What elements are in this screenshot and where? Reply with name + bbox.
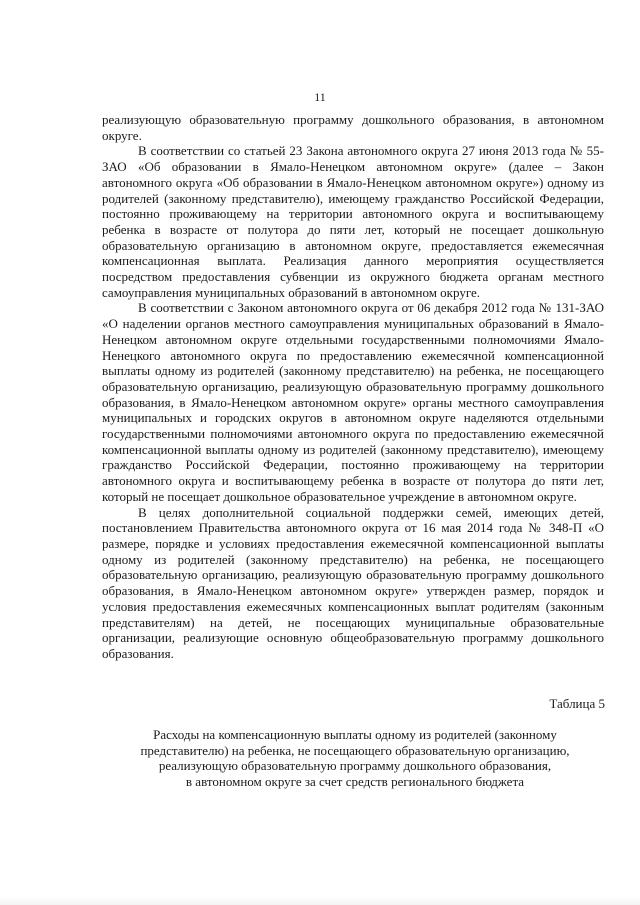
page-number: 11 <box>314 90 326 104</box>
document-body <box>102 112 604 662</box>
table-caption-line: представителю) на ребенка, не посещающего образовательную организацию, <box>140 742 570 758</box>
table-caption-line: в автономном округе за счет средств регионального бюджета <box>185 774 525 790</box>
table-caption-line: реализующую образовательную программу дошкольного образования, <box>158 758 552 774</box>
scan-bottom-edge <box>0 897 640 905</box>
paragraph-law-55-zao: В соответствии со статьей 23 Закона автономного округа 27 июня 2013 года № 55-ЗАО «Об образовании в Ямало-Ненецком автономном округе» (далее – Закон автономного округа «Об образовании в Ямало-Ненецком автономном округе») одному из родителей (законному представителю), имеющему гражданство Российской Федерации, постоянно проживающему на территории автономного округа и воспитывающему ребенка в возрасте от полутора до пяти лет, который не посещает дошкольную образовательную организацию в автономном округе, предоставляется ежемесячная компенсационная выплата. Реализация данного мероприятия осуществляется посредством предоставления субвенции из окружного бюджета органам местного самоуправления муниципальных образований в автономном округе. <box>102 143 604 300</box>
table-caption-line: Расходы на компенсационную выплаты одному из родителей (законному <box>153 727 557 742</box>
paragraph-resolution-348-p: В целях дополнительной социальной поддержки семей, имеющих детей, постановлением Правительства автономного округа от 16 мая 2014 года № 348-П «О размере, порядке и условиях предоставления ежемесячной компенсационной выплаты одному из родителей (законному представителю) на ребенка, не посещающего образовательную организацию, реализующую образовательную программу дошкольного образования, в Ямало-Ненецком автономном округе» утвержден размер, порядок и условия предоставления ежемесячных компенсационных выплат родителям (законным представителям) на детей, не посещающих муниципальные образовательные организации, реализующие основную общеобразовательную программу дошкольного образования. <box>102 504 604 661</box>
paragraph-law-131-zao: В соответствии с Законом автономного округа от 06 декабря 2012 года № 131-ЗАО «О наделении органов местного самоуправления муниципальных образований в Ямало-Ненецком автономном округе отдельными государственными полномочиями Ямало-Ненецкого автономного округа по предоставлению ежемесячной компенсационной выплаты одному из родителей (законному представителю) на ребенка, не посещающего образовательную организацию, реализующую образовательную программу дошкольного образования, в Ямало-Ненецком автономном округе» органы местного самоуправления муниципальных и городских округов в автономном округе наделяются отдельными государственными полномочиями автономного округа по предоставлению ежемесячной компенсационной выплаты одному из родителей (законному представителю), имеющему гражданство Российской Федерации, постоянно проживающему на территории автономного округа и воспитывающему ребенка в возрасте от полутора до пяти лет, который не посещает дошкольное образовательное учреждение в автономном округе. <box>102 300 604 504</box>
table-caption <box>100 727 610 790</box>
table-label: Таблица 5 <box>549 696 605 711</box>
paragraph-continuation: реализующую образовательную программу дошкольного образования, в автономном округе. <box>102 112 604 143</box>
